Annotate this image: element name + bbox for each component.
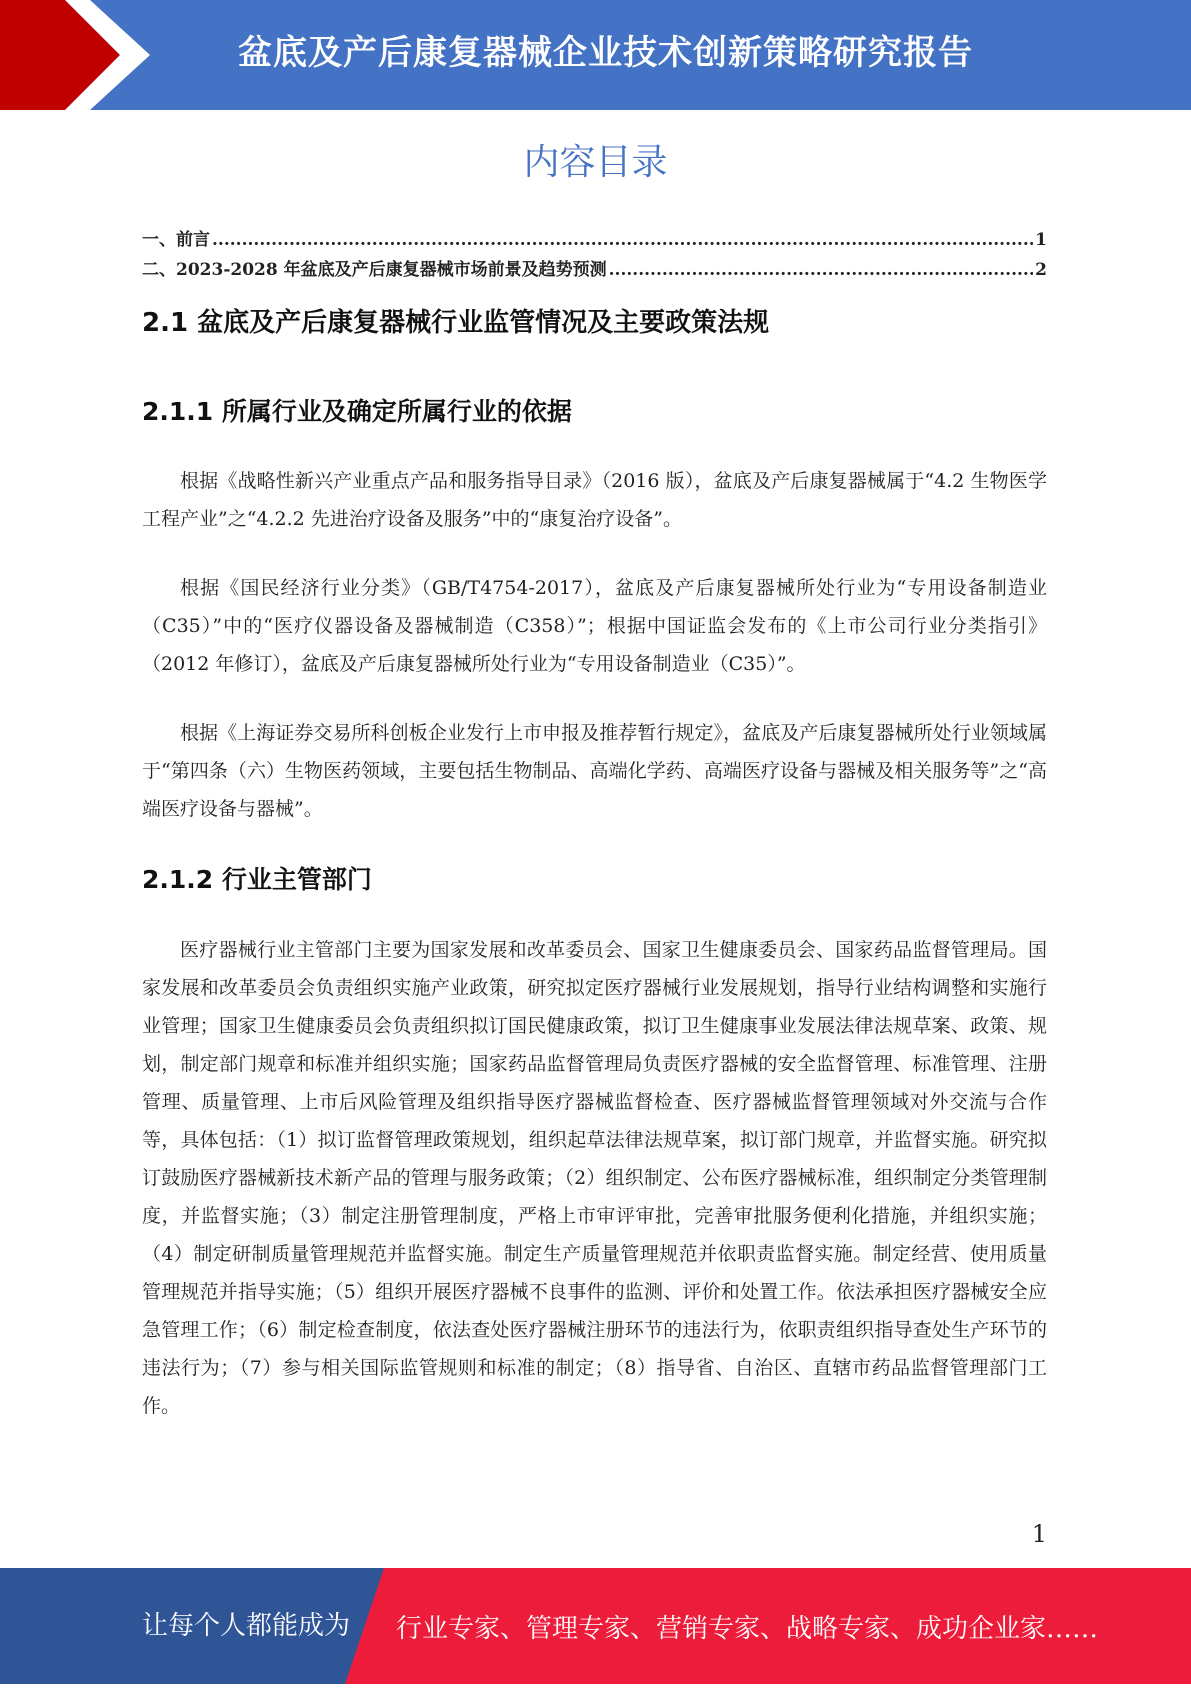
toc-item-market-forecast[interactable] xyxy=(142,255,1047,285)
paragraph: 根据《上海证券交易所科创板企业发行上市申报及推荐暂行规定》，盆底及产后康复器械所处行业领域属于“第四条（六）生物医药领域，主要包括生物制品、高端化学药、高端医疗设备与器械及相关服务等”之“高端医疗设备与器械”。 xyxy=(142,722,1047,820)
footer-slogan-left: 让每个人都能成为 xyxy=(142,1611,351,1641)
toc-item-page: 2 xyxy=(1035,260,1047,280)
page-number: 1 xyxy=(1031,1520,1047,1548)
table-of-contents xyxy=(142,225,1047,285)
report-footer xyxy=(0,1568,1191,1684)
footer-slogan-right: 行业专家、管理专家、营销专家、战略专家、成功企业家…… xyxy=(396,1614,1099,1644)
toc-leader-dots xyxy=(609,255,1034,285)
toc-item-preface[interactable] xyxy=(142,225,1047,255)
report-title: 盆底及产后康复器械企业技术创新策略研究报告 xyxy=(238,33,973,73)
toc-leader-dots xyxy=(212,225,1033,255)
toc-item-page: 1 xyxy=(1035,230,1047,250)
paragraph: 根据《战略性新兴产业重点产品和服务指导目录》（2016 版），盆底及产后康复器械属于“4.2 生物医学工程产业”之“4.2.2 先进治疗设备及服务”中的“康复治疗设备”。 xyxy=(142,470,1047,530)
section-heading-2-1-2: 2.1.2 行业主管部门 xyxy=(142,865,372,894)
section-heading-2-1-1: 2.1.1 所属行业及确定所属行业的依据 xyxy=(142,397,572,426)
toc-heading: 内容目录 xyxy=(523,142,668,183)
toc-item-label: 二、2023-2028 年盆底及产后康复器械市场前景及趋势预测 xyxy=(142,260,607,280)
paragraph: 医疗器械行业主管部门主要为国家发展和改革委员会、国家卫生健康委员会、国家药品监督管理局。国家发展和改革委员会负责组织实施产业政策，研究拟定医疗器械行业发展规划，指导行业结构调整和实施行业管理；国家卫生健康委员会负责组织拟订国民健康政策，拟订卫生健康事业发展法律法规草案、政策、规划，制定部门规章和标准并组织实施；国家药品监督管理局负责医疗器械的安全监督管理、标准管理、注册管理、质量管理、上市后风险管理及组织指导医疗器械监督检查、医疗器械监督管理领域对外交流与合作等，具体包括：（1）拟订监督管理政策规划，组织起草法律法规草案，拟订部门规章，并监督实施。研究拟订鼓励医疗器械新技术新产品的管理与服务政策；（2）组织制定、公布医疗器械标准，组织制定分类管理制度，并监督实施；（3）制定注册管理制度，严格上市审评审批，完善审批服务便利化措施，并组织实施；（4）制定研制质量管理规范并监督实施。制定生产质量管理规范并依职责监督实施。制定经营、使用质量管理规范并指导实施；（5）组织开展医疗器械不良事件的监测、评价和处置工作。依法承担医疗器械安全应急管理工作；（6）制定检查制度，依法查处医疗器械注册环节的违法行为，依职责组织指导查处生产环节的违法行为；（7）参与相关国际监管规则和标准的制定；（8）指导省、自治区、直辖市药品监督管理部门工作。 xyxy=(142,939,1047,1417)
paragraph: 根据《国民经济行业分类》（GB/T4754-2017），盆底及产后康复器械所处行业为“专用设备制造业（C35）”中的“医疗仪器设备及器械制造（C358）”；根据中国证监会发布的《上市公司行业分类指引》（2012 年修订），盆底及产后康复器械所处行业为“专用设备制造业（C35）”。 xyxy=(142,577,1047,675)
toc-item-label: 一、前言 xyxy=(142,230,210,250)
section-heading-2-1: 2.1 盆底及产后康复器械行业监管情况及主要政策法规 xyxy=(142,308,770,338)
report-header xyxy=(0,0,1191,110)
